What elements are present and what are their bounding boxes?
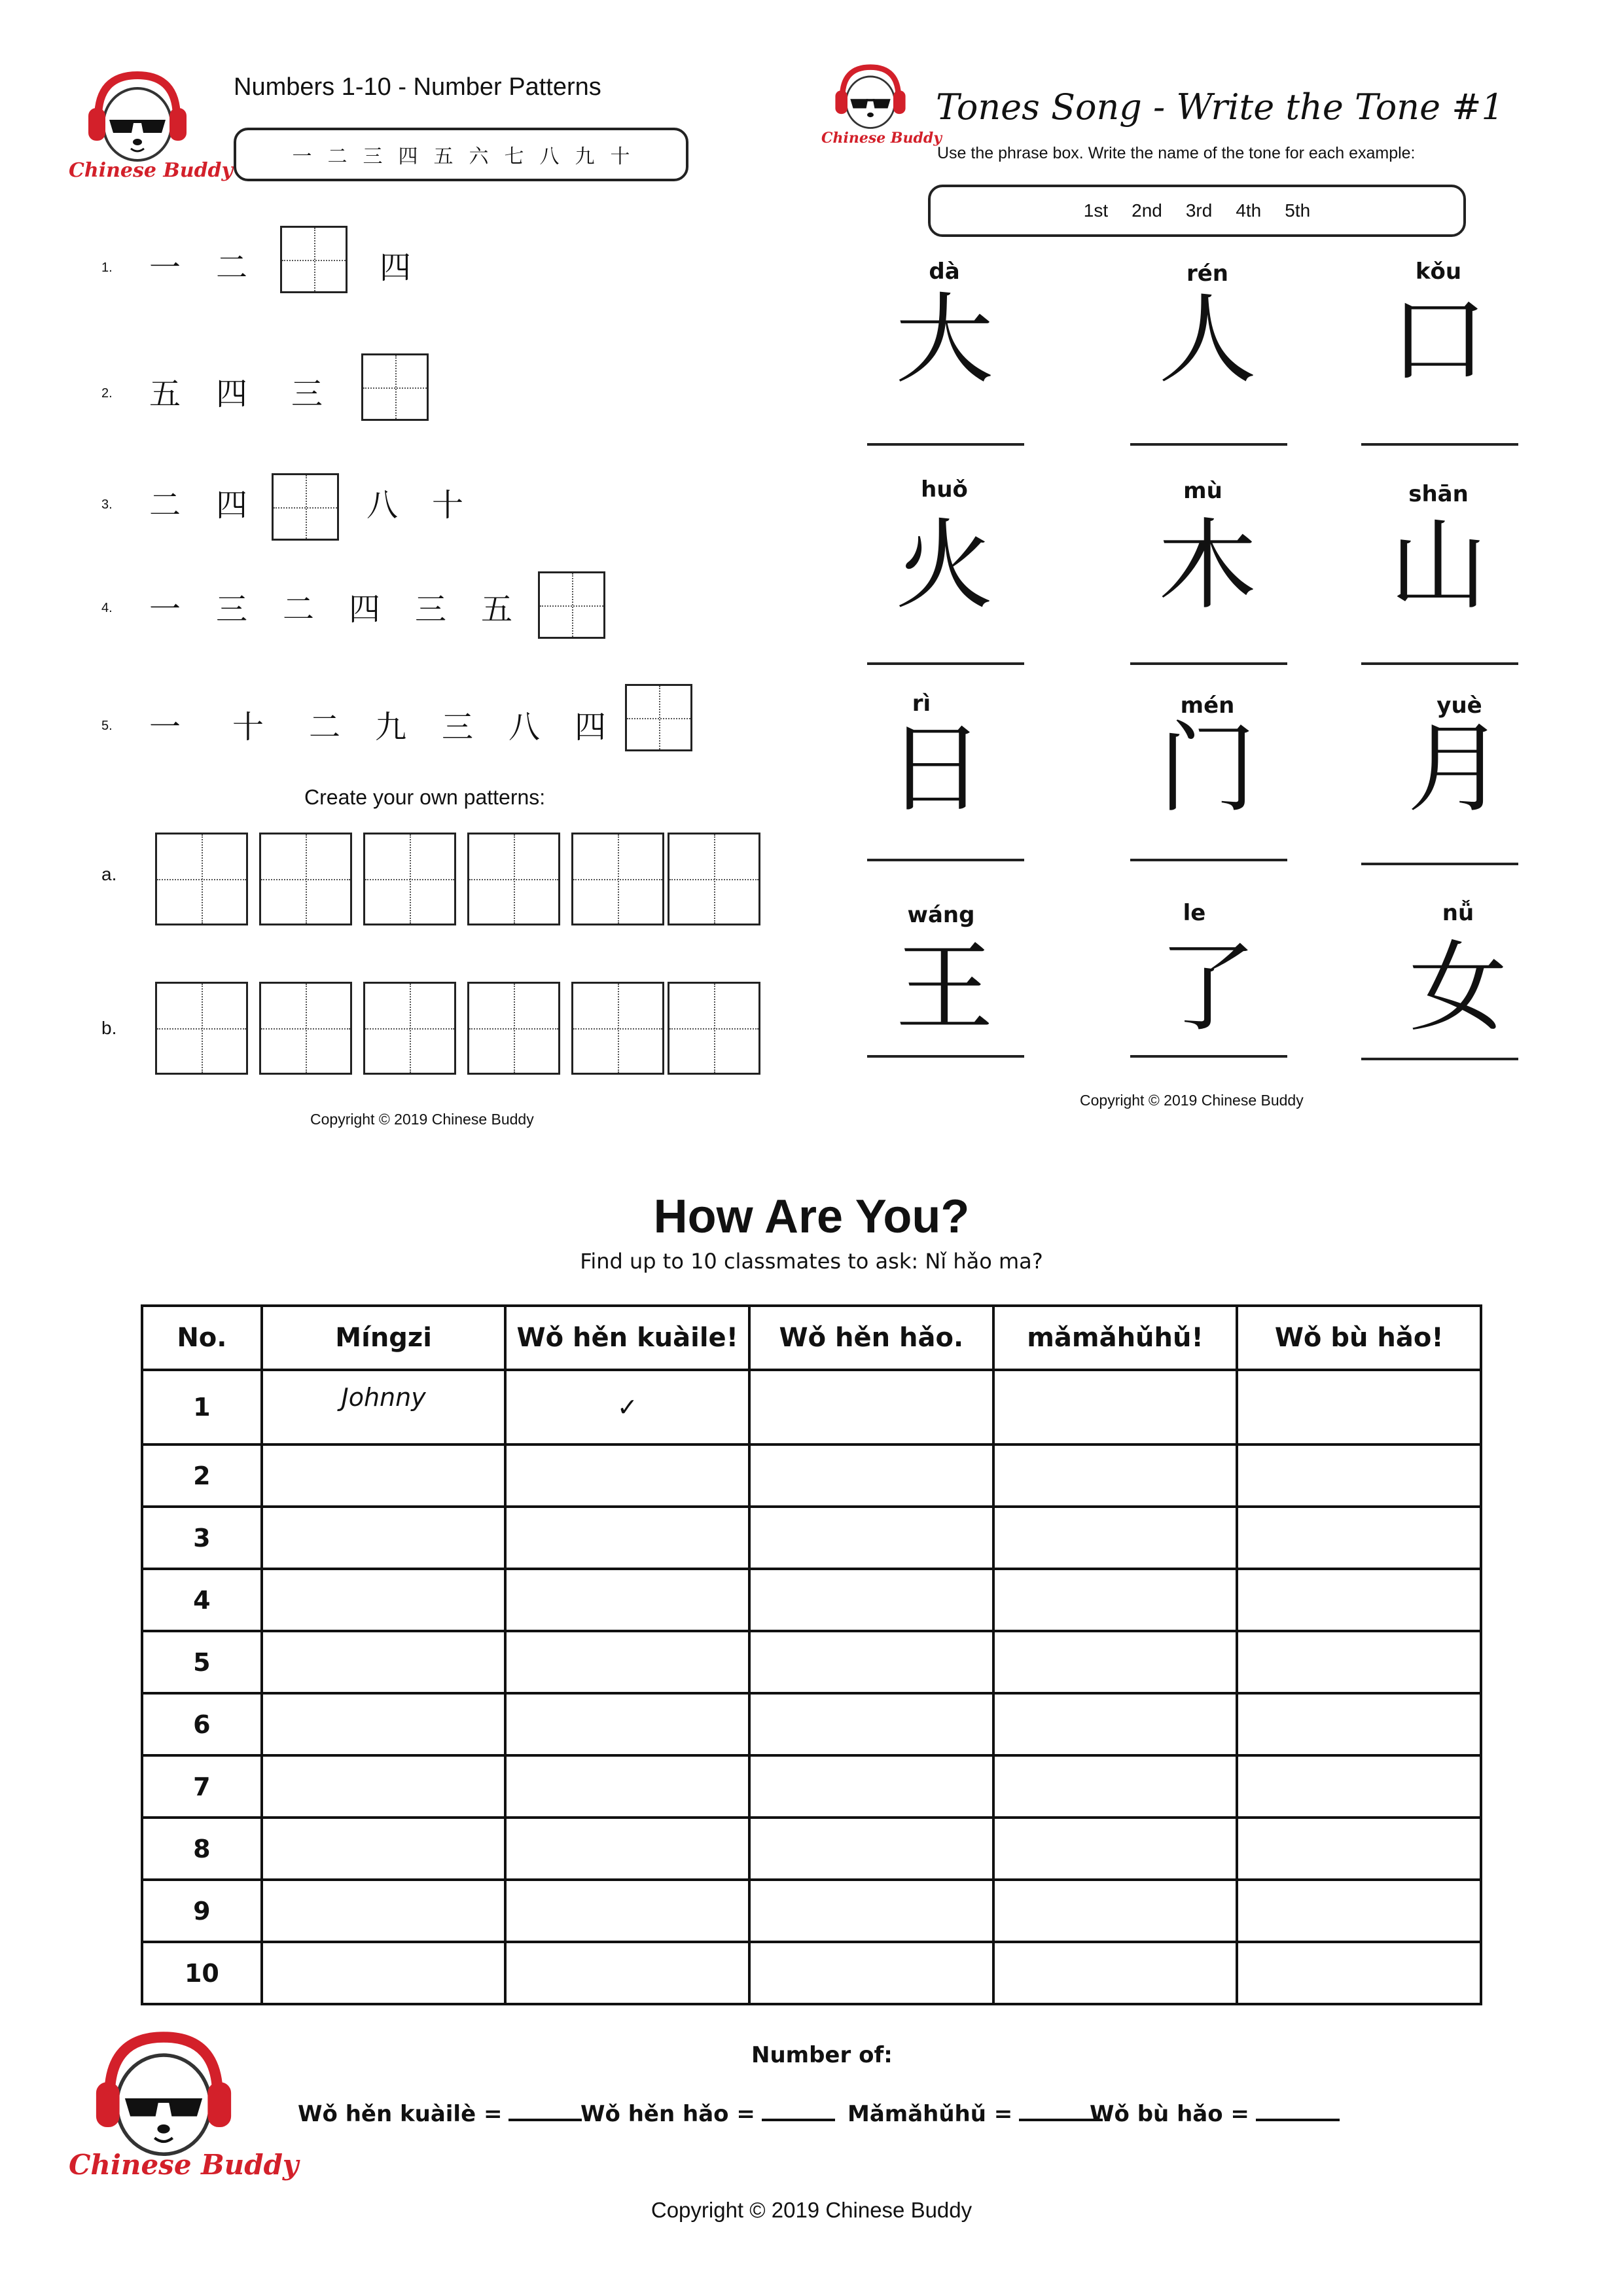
answer-cell[interactable] — [505, 1693, 749, 1755]
numeral-bank-item: 九 — [575, 145, 595, 168]
pattern-numeral: 三 — [291, 376, 323, 412]
tone-answer-line[interactable] — [867, 1055, 1024, 1058]
create-patterns-label: Create your own patterns: — [304, 785, 546, 809]
practice-grid-box[interactable] — [467, 833, 560, 925]
pinyin-label: kǒu — [1415, 259, 1462, 285]
number-of-label: Number of: — [751, 2042, 893, 2068]
answer-cell[interactable] — [993, 1942, 1238, 2004]
checkmark-icon[interactable]: ✓ — [505, 1370, 749, 1444]
row-number: 10 — [142, 1942, 262, 2004]
practice-grid-box[interactable] — [259, 833, 352, 925]
answer-cell[interactable] — [749, 1631, 993, 1693]
answer-cell[interactable] — [505, 1755, 749, 1818]
numeral-bank-box — [234, 128, 688, 181]
logo-text: Chinese Buddy — [69, 2149, 299, 2181]
answer-cell[interactable] — [993, 1370, 1238, 1444]
practice-grid-box[interactable] — [668, 982, 760, 1075]
tones-title: Tones Song - Write the Tone #1 — [936, 86, 1504, 128]
pattern-numeral: 十 — [232, 709, 264, 745]
pinyin-label: yuè — [1436, 692, 1482, 719]
answer-grid-box[interactable] — [625, 684, 692, 751]
pattern-numeral: 二 — [149, 487, 181, 524]
logo-text: Chinese Buddy — [821, 130, 942, 147]
column-header: Wǒ bù hǎo! — [1237, 1306, 1481, 1370]
pattern-numeral: 八 — [366, 487, 399, 524]
survey-copyright: Copyright © 2019 Chinese Buddy — [651, 2198, 972, 2222]
name-cell[interactable] — [262, 1818, 506, 1880]
answer-cell[interactable] — [993, 1631, 1238, 1693]
tones-instruction: Use the phrase box. Write the name of the tone for each example: — [937, 144, 1416, 162]
answer-cell[interactable] — [749, 1370, 993, 1444]
hanzi-character: 人 — [1158, 283, 1257, 397]
table-row — [142, 1880, 1481, 1942]
name-cell[interactable] — [262, 1444, 506, 1507]
pinyin-label: nǚ — [1442, 900, 1474, 926]
numeral-bank-item: 一 — [292, 145, 312, 168]
practice-grid-box[interactable] — [155, 982, 248, 1075]
answer-cell[interactable] — [1237, 1755, 1481, 1818]
column-header: Wǒ hěn kuàile! — [505, 1306, 749, 1370]
name-cell[interactable] — [262, 1507, 506, 1569]
answer-cell[interactable] — [749, 1693, 993, 1755]
pattern-numeral: 五 — [149, 376, 181, 412]
table-row — [142, 1942, 1481, 2004]
survey-subtitle: Find up to 10 classmates to ask: Nǐ hǎo ma? — [580, 1249, 1043, 1274]
tally-not-good — [1090, 2101, 1340, 2127]
answer-grid-box[interactable] — [272, 473, 339, 541]
practice-grid-box[interactable] — [467, 982, 560, 1075]
pinyin-label: rén — [1186, 260, 1229, 287]
tone-bank-item: 1st — [1083, 200, 1109, 221]
chinese-buddy-logo-1 — [69, 62, 233, 193]
question-number: 3. — [101, 497, 113, 512]
numeral-bank-item: 八 — [539, 145, 560, 168]
tone-answer-line[interactable] — [1361, 863, 1518, 865]
pattern-numeral: 四 — [349, 591, 381, 628]
answer-cell[interactable] — [505, 1880, 749, 1942]
numeral-bank-item: 四 — [398, 145, 418, 168]
pattern-numeral: 一 — [149, 591, 181, 628]
pinyin-label: wáng — [907, 902, 975, 928]
logo-text: Chinese Buddy — [69, 159, 233, 182]
row-number: 5 — [142, 1631, 262, 1693]
pattern-numeral: 四 — [575, 709, 607, 745]
hanzi-character: 王 — [895, 931, 993, 1045]
answer-cell[interactable] — [505, 1507, 749, 1569]
tone-bank-box — [928, 185, 1466, 237]
pinyin-label: rì — [912, 691, 931, 717]
table-row — [142, 1507, 1481, 1569]
survey-table — [141, 1304, 1482, 2005]
numeral-bank-item: 五 — [433, 145, 454, 168]
tone-answer-line[interactable] — [1361, 443, 1518, 446]
answer-grid-box[interactable] — [538, 571, 605, 639]
answer-cell[interactable] — [505, 1444, 749, 1507]
row-a-label: a. — [101, 864, 117, 884]
row-number: 4 — [142, 1569, 262, 1631]
tally-label: Wǒ bù hǎo = — [1090, 2101, 1249, 2127]
practice-grid-box[interactable] — [155, 833, 248, 925]
tally-so-so — [847, 2101, 1103, 2127]
answer-cell[interactable] — [1237, 1942, 1481, 2004]
column-header: Míngzi — [262, 1306, 506, 1370]
row-b-label: b. — [101, 1018, 117, 1038]
row-number: 3 — [142, 1507, 262, 1569]
tone-answer-line[interactable] — [1130, 859, 1287, 861]
tally-good — [580, 2101, 835, 2127]
answer-cell[interactable] — [993, 1569, 1238, 1631]
column-header: No. — [142, 1306, 262, 1370]
pinyin-label: shān — [1408, 481, 1469, 507]
row-number: 8 — [142, 1818, 262, 1880]
answer-cell[interactable] — [993, 1693, 1238, 1755]
answer-cell[interactable] — [1237, 1444, 1481, 1507]
pinyin-label: mù — [1183, 478, 1222, 504]
pattern-numeral: 一 — [149, 249, 181, 286]
hanzi-character: 口 — [1389, 283, 1488, 397]
pattern-numeral: 四 — [216, 376, 248, 412]
tones-copyright: Copyright © 2019 Chinese Buddy — [1080, 1092, 1304, 1109]
table-row — [142, 1569, 1481, 1631]
answer-cell[interactable] — [1237, 1693, 1481, 1755]
tone-answer-line[interactable] — [1361, 662, 1518, 665]
hanzi-character: 木 — [1158, 509, 1257, 623]
answer-cell[interactable] — [749, 1569, 993, 1631]
pinyin-label: huǒ — [921, 476, 968, 503]
column-header: Wǒ hěn hǎo. — [749, 1306, 993, 1370]
pattern-numeral: 十 — [432, 487, 464, 524]
answer-cell[interactable] — [1237, 1507, 1481, 1569]
tally-blank[interactable] — [762, 2119, 835, 2121]
answer-cell[interactable] — [749, 1444, 993, 1507]
numbers-copyright: Copyright © 2019 Chinese Buddy — [310, 1111, 534, 1128]
panda-headphones-icon — [69, 62, 206, 167]
answer-cell[interactable] — [1237, 1880, 1481, 1942]
row-number: 1 — [142, 1370, 262, 1444]
tone-answer-line[interactable] — [867, 443, 1024, 446]
practice-grid-box[interactable] — [259, 982, 352, 1075]
pinyin-label: dà — [929, 259, 960, 285]
hanzi-character: 火 — [895, 509, 993, 623]
answer-grid-box[interactable] — [361, 353, 429, 421]
pattern-numeral: 八 — [508, 709, 541, 745]
hanzi-character: 日 — [886, 712, 985, 826]
pattern-numeral: 三 — [216, 591, 248, 628]
answer-cell[interactable] — [993, 1880, 1238, 1942]
answer-cell[interactable] — [505, 1631, 749, 1693]
answer-cell[interactable] — [1237, 1818, 1481, 1880]
numeral-bank-item: 七 — [504, 145, 524, 168]
question-number: 1. — [101, 260, 113, 275]
answer-cell[interactable] — [749, 1942, 993, 2004]
tone-answer-line[interactable] — [1130, 662, 1287, 665]
hanzi-character: 大 — [895, 283, 993, 397]
answer-cell[interactable] — [1237, 1370, 1481, 1444]
row-number: 6 — [142, 1693, 262, 1755]
answer-cell[interactable] — [749, 1507, 993, 1569]
answer-cell[interactable] — [749, 1880, 993, 1942]
answer-cell[interactable] — [505, 1569, 749, 1631]
name-cell[interactable]: Johnny — [262, 1370, 506, 1444]
column-header: mǎmǎhǔhǔ! — [993, 1306, 1238, 1370]
answer-cell[interactable] — [993, 1755, 1238, 1818]
practice-grid-box[interactable] — [571, 833, 664, 925]
numeral-bank-item: 十 — [610, 145, 630, 168]
tone-bank-item: 3rd — [1185, 200, 1213, 221]
row-number: 9 — [142, 1880, 262, 1942]
answer-cell[interactable] — [993, 1818, 1238, 1880]
answer-cell[interactable] — [505, 1818, 749, 1880]
pinyin-label: mén — [1180, 692, 1235, 719]
pattern-numeral: 四 — [380, 249, 412, 286]
hanzi-character: 门 — [1158, 712, 1257, 826]
row-number: 2 — [142, 1444, 262, 1507]
answer-cell[interactable] — [505, 1942, 749, 2004]
tally-blank[interactable] — [508, 2119, 582, 2121]
question-number: 5. — [101, 719, 113, 733]
answer-cell[interactable] — [1237, 1569, 1481, 1631]
practice-grid-box[interactable] — [363, 833, 456, 925]
pattern-numeral: 二 — [309, 709, 341, 745]
practice-grid-box[interactable] — [571, 982, 664, 1075]
answer-grid-box[interactable] — [280, 226, 348, 293]
practice-grid-box[interactable] — [363, 982, 456, 1075]
hanzi-character: 女 — [1408, 931, 1507, 1045]
question-number: 4. — [101, 601, 113, 615]
numeral-bank-item: 六 — [469, 145, 489, 168]
tone-bank-item: 5th — [1285, 200, 1311, 221]
survey-title: How Are You? — [653, 1191, 970, 1243]
answer-cell[interactable] — [749, 1818, 993, 1880]
question-number: 2. — [101, 386, 113, 401]
table-row — [142, 1444, 1481, 1507]
name-cell[interactable] — [262, 1569, 506, 1631]
hanzi-character: 月 — [1406, 712, 1505, 826]
answer-cell[interactable] — [993, 1444, 1238, 1507]
name-cell[interactable] — [262, 1631, 506, 1693]
pattern-numeral: 五 — [481, 591, 513, 628]
table-row — [142, 1693, 1481, 1755]
numbers-title: Numbers 1-10 - Number Patterns — [234, 73, 601, 101]
panda-headphones-icon — [69, 2019, 259, 2163]
pattern-numeral: 三 — [415, 591, 447, 628]
practice-grid-box[interactable] — [668, 833, 760, 925]
answer-cell[interactable] — [993, 1507, 1238, 1569]
name-cell[interactable] — [262, 1942, 506, 2004]
hanzi-character: 山 — [1389, 509, 1488, 623]
pinyin-label: le — [1183, 900, 1206, 926]
tone-answer-line[interactable] — [1130, 443, 1287, 446]
pattern-numeral: 一 — [149, 709, 181, 745]
tally-blank[interactable] — [1256, 2119, 1340, 2121]
tone-bank-item: 2nd — [1132, 200, 1162, 221]
tone-answer-line[interactable] — [867, 662, 1024, 665]
pattern-numeral: 二 — [216, 249, 248, 286]
tally-label: Wǒ hěn hǎo = — [580, 2101, 755, 2127]
pattern-numeral: 四 — [216, 487, 248, 524]
pattern-numeral: 二 — [283, 591, 315, 628]
tally-happy — [298, 2101, 582, 2127]
table-row — [142, 1818, 1481, 1880]
name-cell[interactable] — [262, 1880, 506, 1942]
hanzi-character: 了 — [1158, 931, 1257, 1045]
answer-cell[interactable] — [1237, 1631, 1481, 1693]
name-cell[interactable] — [262, 1755, 506, 1818]
answer-cell[interactable] — [749, 1755, 993, 1818]
tone-answer-line[interactable] — [1361, 1058, 1518, 1060]
table-row — [142, 1755, 1481, 1818]
name-cell[interactable] — [262, 1693, 506, 1755]
tone-answer-line[interactable] — [867, 859, 1024, 861]
pattern-numeral: 三 — [442, 709, 474, 745]
table-header-row — [142, 1306, 1481, 1370]
chinese-buddy-logo-2 — [821, 58, 942, 156]
tone-answer-line[interactable] — [1130, 1055, 1287, 1058]
numeral-bank-item: 二 — [327, 145, 348, 168]
table-row — [142, 1370, 1481, 1444]
panda-headphones-icon — [821, 58, 919, 133]
numeral-bank-item: 三 — [363, 145, 383, 168]
tally-label: Wǒ hěn kuàilè = — [298, 2101, 503, 2127]
pattern-numeral: 九 — [375, 709, 407, 745]
chinese-buddy-logo-3 — [69, 2019, 299, 2196]
tone-bank-item: 4th — [1236, 200, 1262, 221]
table-row — [142, 1631, 1481, 1693]
tally-label: Mǎmǎhǔhǔ = — [847, 2101, 1013, 2127]
row-number: 7 — [142, 1755, 262, 1818]
